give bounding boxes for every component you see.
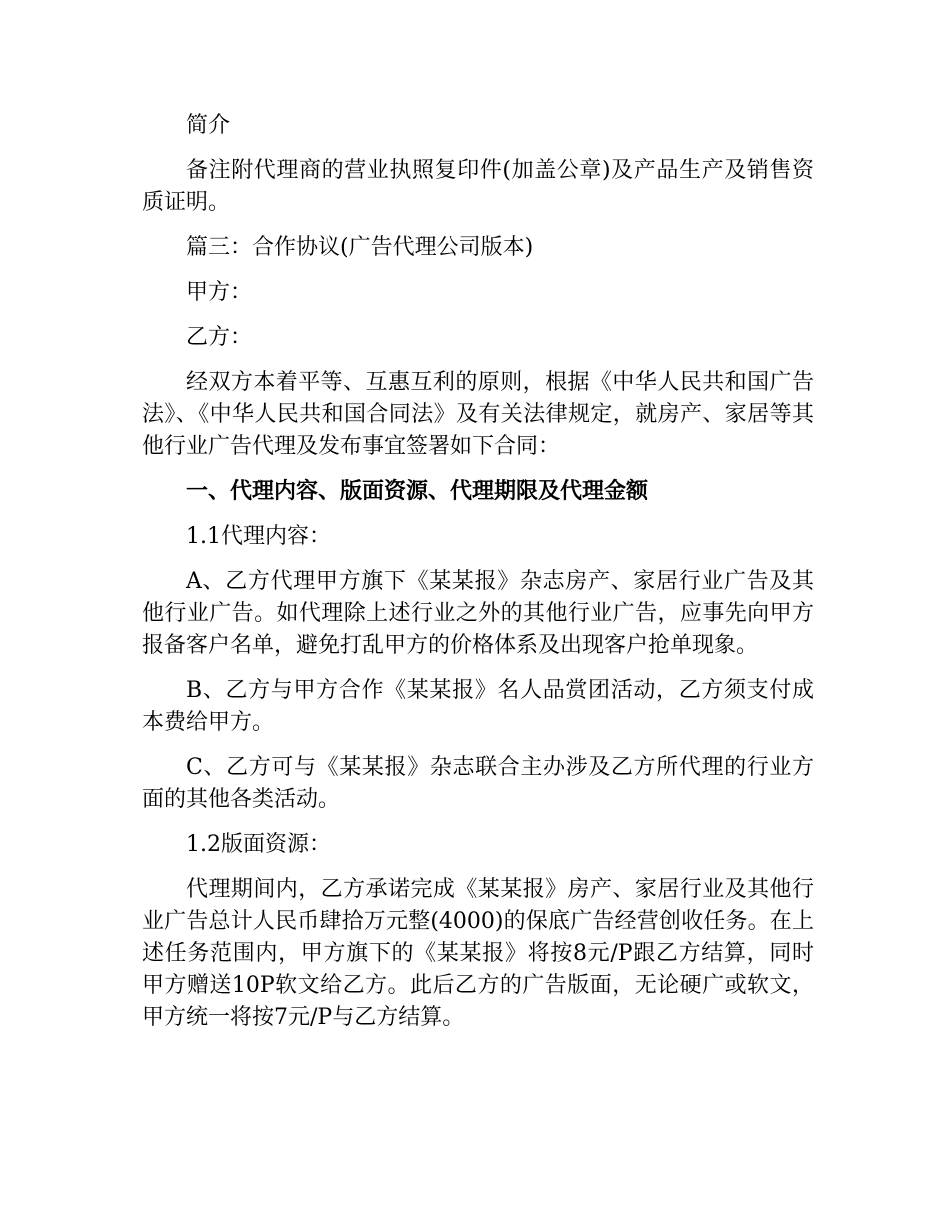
paragraph-intro: 简介 [186, 113, 231, 138]
subsection-heading-1-1: 1.1代理内容： [186, 524, 331, 549]
subsection-heading-1-2: 1.2版面资源： [186, 832, 331, 857]
paragraph-part-three-title: 篇三：合作协议(广告代理公司版本) [186, 235, 534, 260]
document-body [142, 110, 814, 1047]
paragraph-layout-resources: 代理期间内，乙方承诺完成《某某报》房产、家居行业及其他行业广告总计人民币肆拾万元整(4000)的保底广告经营创收任务。在上述任务范围内，甲方旗下的《某某报》将按8元/P跟乙方结算，同时甲方赠送10P软文给乙方。此后乙方的广告版面，无论硬广或软文，甲方统一将按7元/P与乙方结算。 [142, 877, 814, 1030]
paragraph-preamble: 经双方本着平等、互惠互利的原则，根据《中华人民共和国广告法》、《中华人民共和国合同法》及有关法律规定，就房产、家居等其他行业广告代理及发布事宜签署如下合同： [142, 370, 814, 459]
paragraph-remark: 备注附代理商的营业执照复印件(加盖公章)及产品生产及销售资质证明。 [142, 158, 814, 215]
paragraph-clause-b: B、乙方与甲方合作《某某报》名人品赏团活动，乙方须支付成本费给甲方。 [142, 678, 814, 735]
paragraph-clause-c: C、乙方可与《某某报》杂志联合主办涉及乙方所代理的行业方面的其他各类活动。 [142, 755, 814, 812]
paragraph-clause-a: A、乙方代理甲方旗下《某某报》杂志房产、家居行业广告及其他行业广告。如代理除上述行业之外的其他行业广告，应事先向甲方报备客户名单，避免打乱甲方的价格体系及出现客户抢单现象。 [142, 569, 814, 658]
paragraph-party-a: 甲方： [186, 280, 253, 305]
paragraph-party-b: 乙方： [186, 325, 253, 350]
section-heading-1: 一、代理内容、版面资源、代理期限及代理金额 [186, 479, 649, 504]
